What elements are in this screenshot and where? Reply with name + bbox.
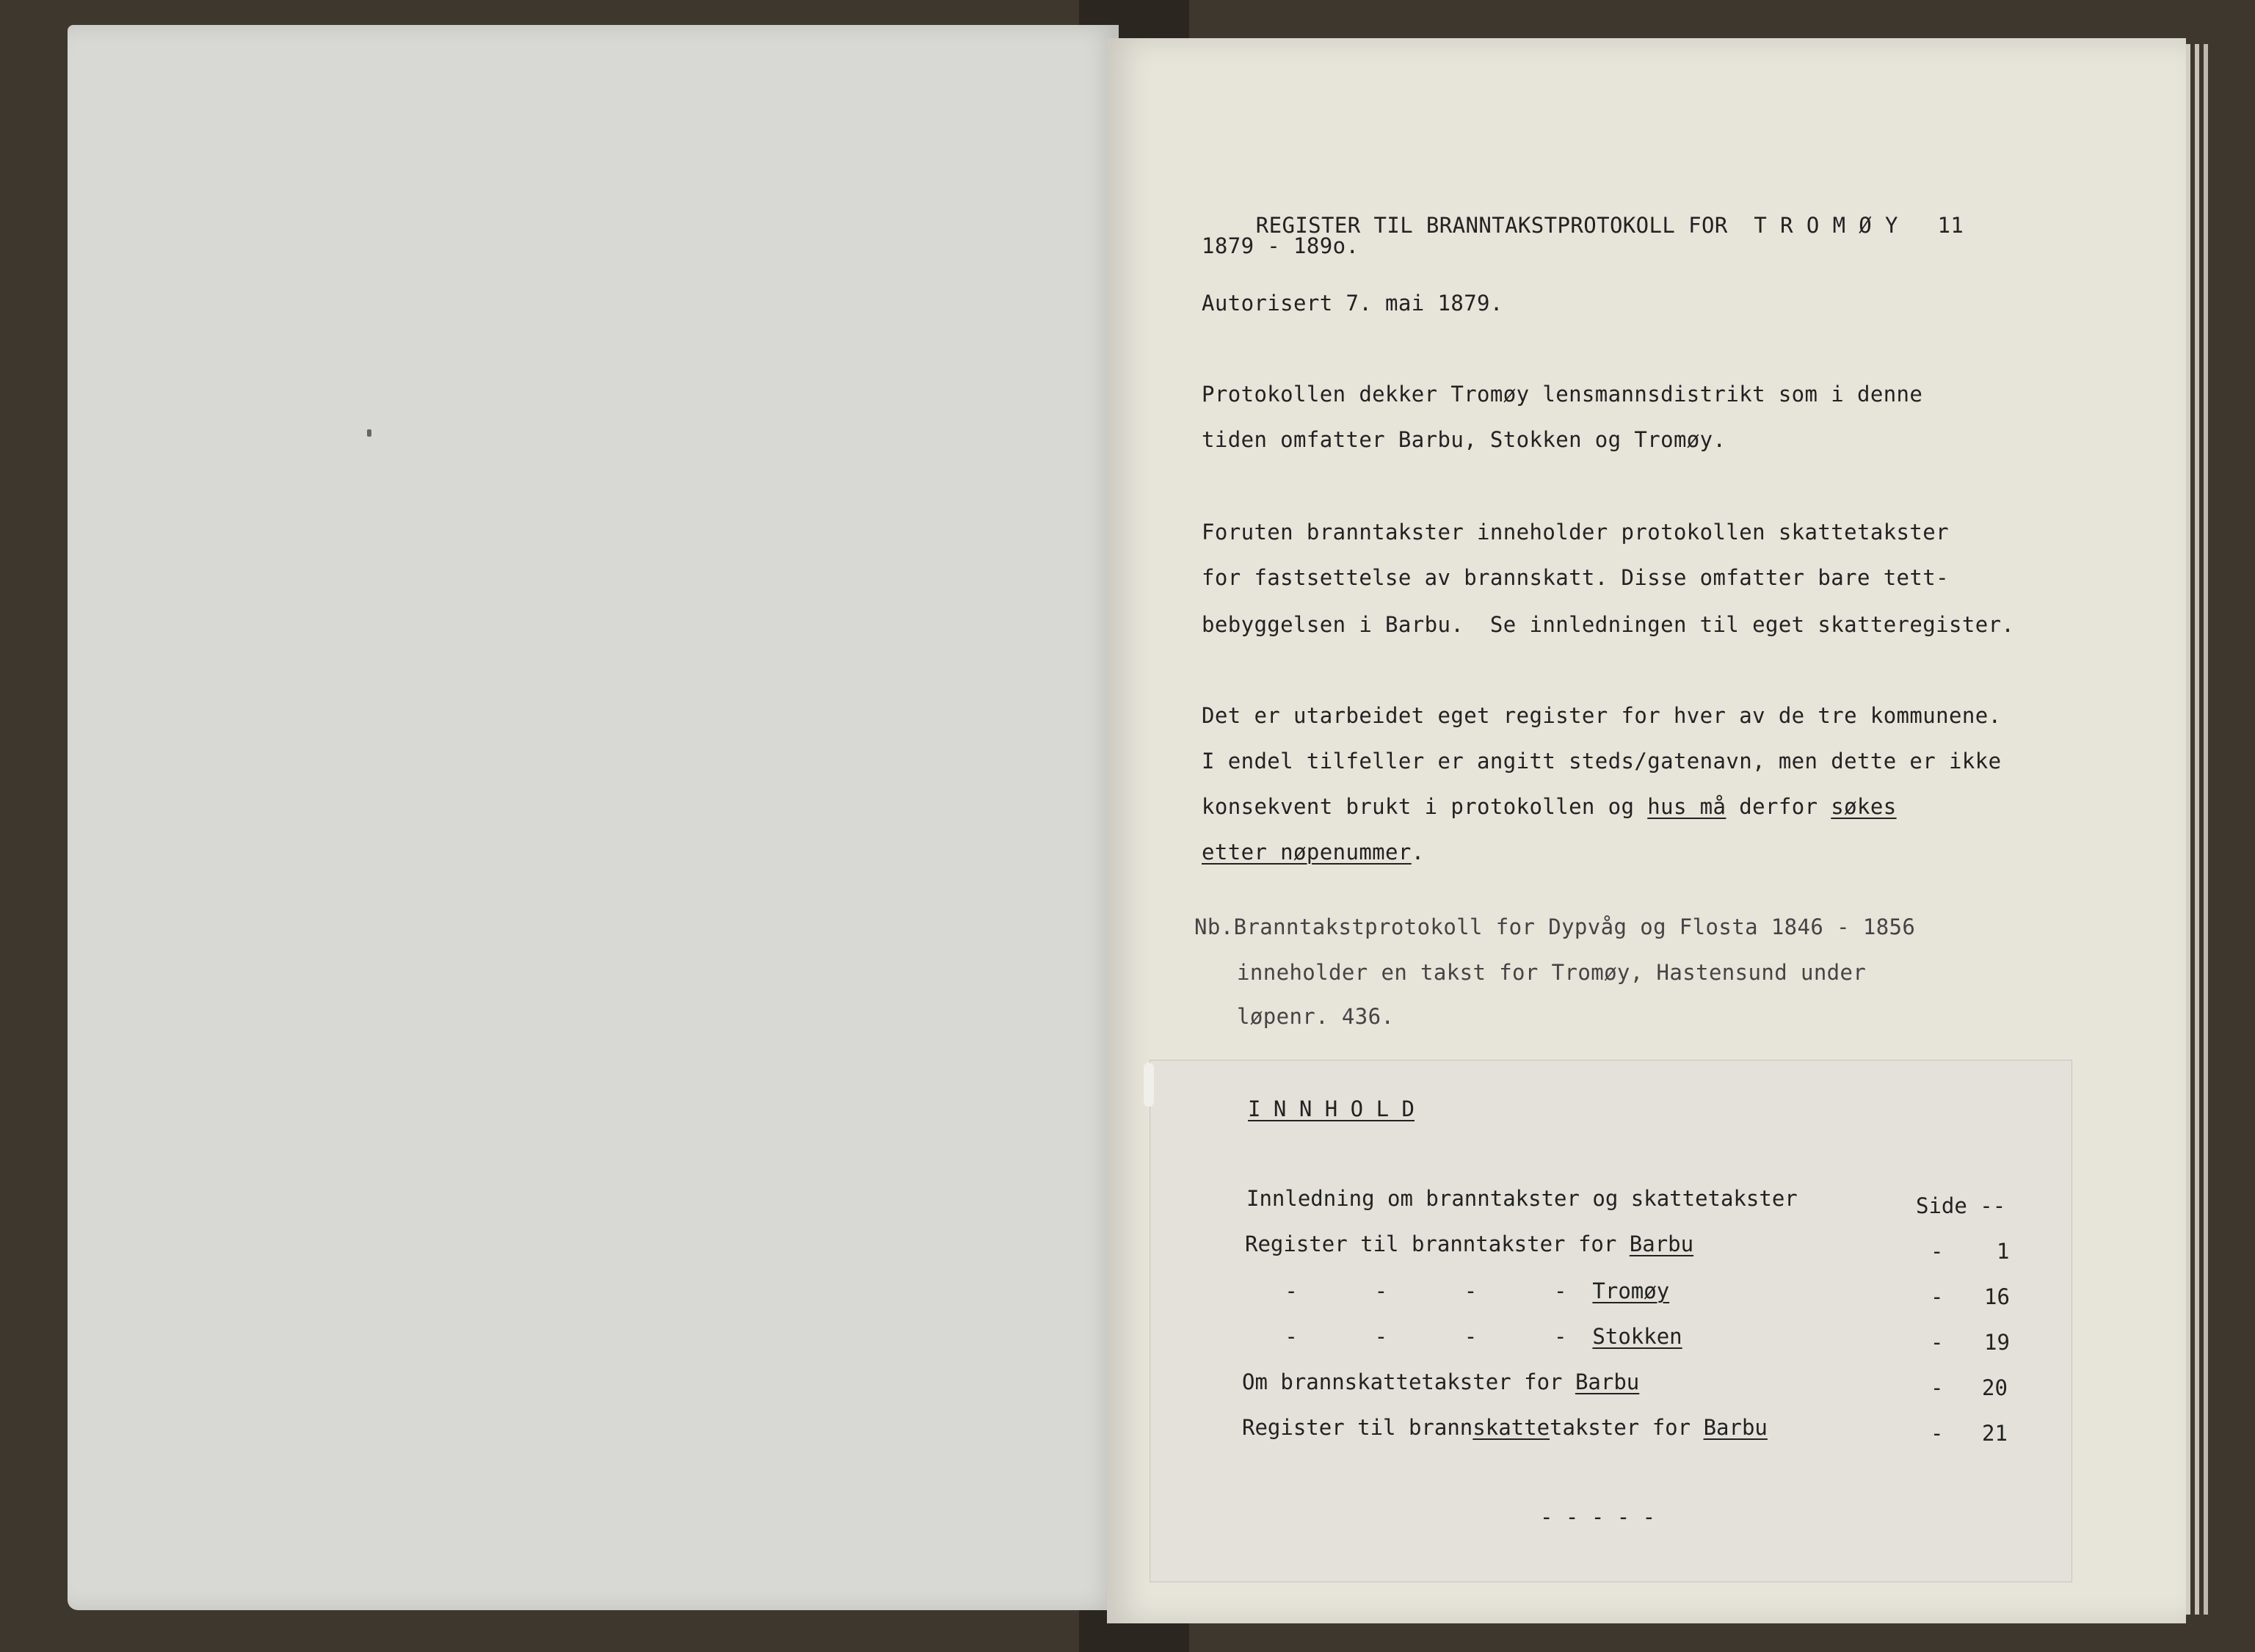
toc-page: 21 [1982,1421,2008,1446]
paper-clip-mark [1144,1063,1154,1107]
text-run: konsekvent brukt i protokollen og [1202,794,1648,819]
left-page [68,25,1119,1610]
paragraph-line: tiden omfatter Barbu, Stokken og Tromøy. [1202,427,1726,452]
underlined-text: søkes [1831,794,1897,819]
title-text: REGISTER TIL BRANNTAKSTPROTOKOLL FOR [1255,213,1728,238]
toc-row [1242,1369,1639,1394]
paragraph-line: I endel tilfeller er angitt steds/gatenavn, men dette er ikke [1202,749,2002,774]
toc-page: 19 [1984,1330,2010,1355]
authorized-date: Autorisert 7. mai 1879. [1202,291,1503,316]
toc-place: Barbu [1575,1369,1640,1394]
toc-end-mark: - - - - - [1540,1504,1656,1529]
toc-page: 16 [1984,1284,2010,1309]
note-line: løpenr. 436. [1237,1004,1395,1029]
toc-label: Register til brann [1242,1415,1473,1440]
toc-place: Barbu [1629,1231,1694,1256]
page-edge [2186,44,2190,1615]
toc-ditto: - - - - [1246,1324,1593,1349]
paper-speck [367,429,371,437]
toc-label: Register til branntakster for [1245,1231,1630,1256]
toc-dash: - [1931,1284,1944,1309]
toc-dash: - [1931,1375,1944,1400]
toc-place: Stokken [1592,1324,1682,1349]
toc-row [1242,1415,1768,1440]
paragraph-line: Det er utarbeidet eget register for hver av de tre kommunene. [1202,703,2002,728]
page-number: 11 [1937,213,1964,238]
paragraph-line [1202,840,1425,865]
toc-heading: I N N H O L D [1248,1096,1415,1121]
text-run: . [1411,840,1425,865]
paragraph-line: for fastsettelse av brannskatt. Disse omfatter bare tett- [1202,565,1949,590]
underlined-text: hus må [1647,794,1726,819]
text-run: derfor [1726,794,1831,819]
note-line: Nb.Branntakstprotokoll for Dypvåg og Flosta 1846 - 1856 [1194,914,1916,939]
toc-label: Innledning om branntakster og skattetakster [1246,1186,1798,1211]
years: 1879 - 189o. [1202,233,1359,258]
toc-side-header: Side -- [1916,1193,2006,1218]
toc-row [1246,1278,1669,1303]
toc-label: takster for [1550,1415,1704,1440]
toc-row [1246,1186,1798,1211]
toc-dash: - [1931,1239,1944,1264]
paragraph-line: Foruten branntakster inneholder protokollen skattetakster [1202,520,1949,545]
toc-place: Barbu [1703,1415,1768,1440]
toc-page: 1 [1997,1239,2010,1264]
page-edge [2204,44,2208,1615]
toc-underlined: skatte [1473,1415,1550,1440]
toc-label: Om brannskattetakster for [1242,1369,1575,1394]
paragraph-line [1202,794,1897,819]
title-place: T R O M Ø Y [1754,213,1898,238]
toc-row [1245,1231,1693,1256]
toc-row [1246,1324,1682,1349]
toc-place: Tromøy [1592,1278,1670,1303]
underlined-text: etter nøpenummer [1202,840,1412,865]
page-edge [2195,44,2199,1615]
toc-page: 20 [1982,1375,2008,1400]
paragraph-line: Protokollen dekker Tromøy lensmannsdistrikt som i denne [1202,382,1923,407]
note-line: inneholder en takst for Tromøy, Hastensund under [1237,960,1867,985]
title-line [1230,188,1964,238]
toc-dash: - [1931,1330,1944,1355]
paragraph-line: bebyggelsen i Barbu. Se innledningen til eget skatteregister. [1202,612,2015,637]
toc-dash: - [1931,1421,1944,1446]
toc-ditto: - - - - [1246,1278,1593,1303]
